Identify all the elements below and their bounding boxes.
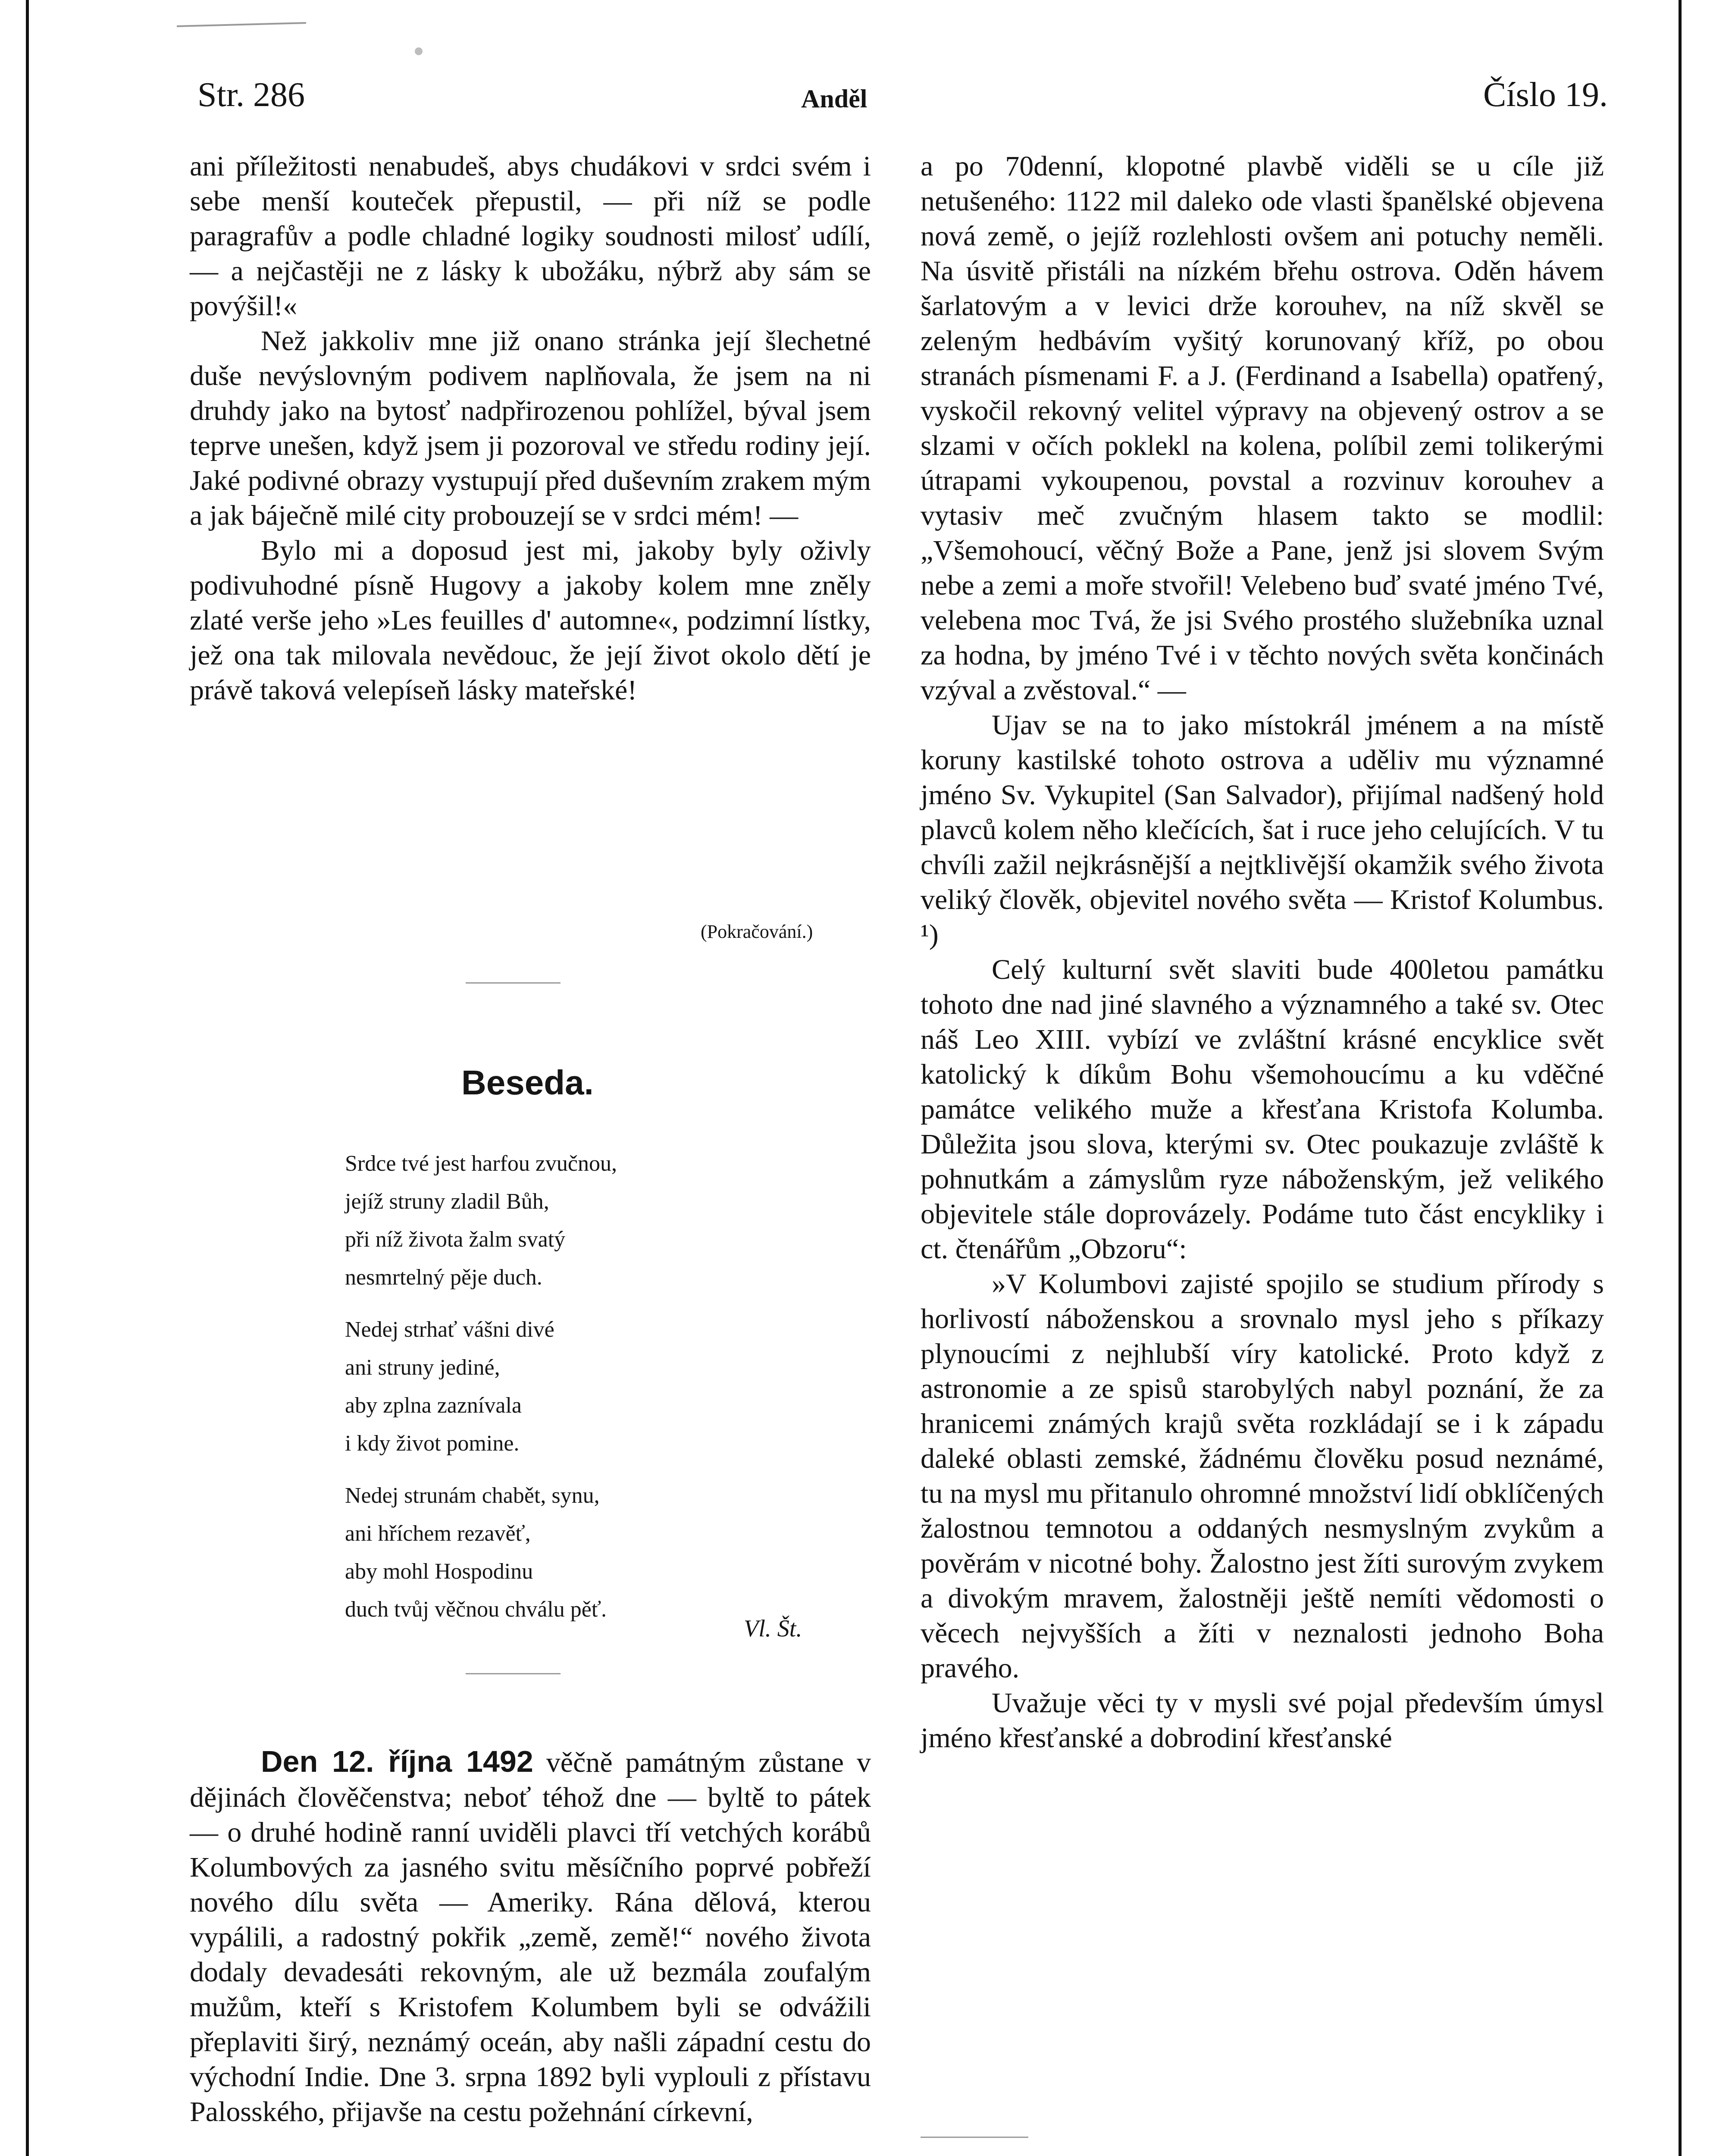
poem-author: Vl. Št.	[744, 1615, 802, 1642]
poem-line: Nedej strunám chabět, synu,	[345, 1483, 600, 1508]
poem-line: aby zplna zaznívala	[345, 1393, 522, 1418]
paragraph: Ujav se na to jako místokrál jménem a na místě koruny kastilské tohoto ostrova a uděliv mu významné jméno Sv. Vykupitel (San Salvador), přijímal nadšený hold plavců kolem něho klečících, šat i ruce jeho celujících. V tu chvíli zažil nejkrásnější a nejtklivější okamžik svého života veliký člověk, objevitel nového světa — Kristof Kolumbus. ¹)	[921, 709, 1604, 950]
left-column	[190, 149, 871, 708]
poem-stanza	[345, 1311, 733, 1463]
poem-line: duch tvůj věčnou chválu pěť.	[345, 1597, 607, 1622]
paragraph: ani příležitosti nenabudeš, abys chudákovi v srdci svém i sebe menší kouteček přepustil, — při níž se podle paragrafův a podle chladné logiky soudnosti milosť udílí, — a nejčastěji ne z lásky k ubožáku, nýbrž aby sám se povýšil!«	[190, 150, 871, 322]
poem-line: aby mohl Hospodinu	[345, 1559, 533, 1584]
poem-line: nesmrtelný pěje duch.	[345, 1265, 542, 1290]
scan-edge-right	[1679, 0, 1682, 2156]
scan-edge-left	[26, 0, 29, 2156]
quote-paragraph: »V Kolumbovi zajisté spojilo se studium přírody s horlivostí náboženskou a srovnalo mysl jeho s příkazy plynoucími z nejhlubší víry katolické. Proto když z astronomie a ze spisů starobylých nabyl poznání, že za hranicemi známých krajů světa rozkládají se i k západu daleké oblasti zemské, žádnému člověku posud neznámé, tu na mysl mu přitanulo ohromné množství lidí obklíčených žalostnou temnotou a oddaných nesmyslným zvykům a pověrám v nicotné bohy. Žalostno jest žíti surovým zvykem a divokým mravem, žalostněji ještě nemíti vědomosti o věcech nejvyšších a žíti v neznalosti jednoho Boha pravého.	[921, 1268, 1604, 1684]
running-title: Anděl	[801, 85, 868, 113]
section-divider	[466, 1673, 561, 1674]
poem-stanza	[345, 1145, 733, 1297]
article-body	[190, 1744, 871, 2129]
poem-stanza	[345, 1477, 733, 1629]
footnote-divider	[921, 2137, 1028, 2138]
pencil-mark	[177, 22, 306, 27]
poem-line: ani hříchem rezavěť,	[345, 1521, 531, 1546]
poem-line: při níž života žalm svatý	[345, 1227, 566, 1252]
poem-line: Nedej strhať vášni divé	[345, 1317, 554, 1342]
section-title: Beseda.	[461, 1063, 594, 1102]
ink-spot	[415, 47, 423, 55]
paragraph: Než jakkoliv mne již onano stránka její šlechetné duše nevýslovným podivem naplňovala, že jsem na ni druhdy jako na bytosť nadpřirozenou pohlížel, býval jsem teprve unešen, když jsem ji pozoroval ve středu rodiny její. Jaké podivné obrazy vystupují před duševním zrakem mým a jak báječně milé city probouzejí se v srdci mém! —	[190, 325, 871, 531]
continued-note: (Pokračování.)	[701, 921, 813, 942]
page-number: Str. 286	[197, 76, 305, 114]
article-text: věčně památným zůstane v dějinách člověčenstva; neboť téhož dne — byltě to pátek — o druhé hodině ranní uviděli plavci tří vetchých korábů Kolumbových za jasného svitu měsíčního poprvé pobřeží nového dílu světa — Ameriky. Rána dělová, kterou vypálili, a radostný pokřik „země, země!“ nového života dodaly devadesáti rekovným, ale už bezmála zoufalým mužům, kteří s Kristofem Kolumbem byli se odvážili přeplaviti širý, neznámý oceán, aby našli západní cestu do východní Indie. Dne 3. srpna 1892 byli vyplouli z přístavu Palosského, přijavše na cestu požehnání církevní,	[190, 1747, 871, 2128]
paragraph: Bylo mi a doposud jest mi, jakoby byly oživly podivuhodné písně Hugovy a jakoby kolem mne zněly zlaté verše jeho »Les feuilles d' automne«, podzimní lístky, jež ona tak milovala nevědouc, že její život okolo dětí je právě taková velepíseň lásky mateřské!	[190, 535, 871, 706]
article-lead: Den 12. října 1492	[261, 1745, 533, 1778]
paragraph: Celý kulturní svět slaviti bude 400letou památku tohoto dne nad jiné slavného a významného a také sv. Otec náš Leo XIII. vybízí ve zvláštní krásné encyklice svět katolický k díkům Bohu všemohoucímu a ku vděčné památce velikého muže a křesťana Kristofa Kolumba. Důležita jsou slova, kterými sv. Otec poukazuje zvláště k pohnutkám a zámyslům ryze náboženským, jež velikého objevitele stále doprovázely. Podáme tuto část encykliky i ct. čtenářům „Obzoru“:	[921, 954, 1604, 1265]
poem-line: ani struny jediné,	[345, 1355, 500, 1380]
poem-line: jejíž struny zladil Bůh,	[345, 1189, 549, 1214]
paragraph: Uvažuje věci ty v mysli své pojal především úmysl jméno křesťanské a dobrodiní křesťanské	[921, 1687, 1604, 1754]
issue-number: Číslo 19.	[1483, 76, 1608, 114]
right-column	[921, 149, 1604, 1755]
poem-line: i kdy život pomine.	[345, 1431, 520, 1456]
paragraph: a po 70denní, klopotné plavbě viděli se u cíle již netušeného: 1122 mil daleko ode vlasti španělské objevena nová země, o jejíž rozlehlosti ovšem ani potuchy neměli. Na úsvitě přistáli na nízkém břehu ostrova. Oděn hávem šarlatovým a v levici drže korouhev, na níž skvěl se zeleným hedbávím vyšitý korunovaný kříž, po obou stranách písmenami F. a J. (Ferdinand a Isabella) opatřený, vyskočil rekovný velitel výpravy na objevený ostrov a se slzami v očích poklekl na kolena, políbil zemi tolikerými útrapami vykoupenou, povstal a rozvinuv korouhev a vytasiv meč zvučným hlasem takto se modlil: „Všemohoucí, věčný Bože a Pane, jenž jsi slovem Svým nebe a zemi a moře stvořil! Velebeno buď svaté jméno Tvé, velebena moc Tvá, že jsi Svého prostého služebníka uznal za hodna, by jméno Tvé i v těchto nových světa končinách vzýval a zvěstoval.“ —	[921, 150, 1604, 706]
poem-line: Srdce tvé jest harfou zvučnou,	[345, 1151, 617, 1176]
section-divider	[466, 982, 561, 984]
